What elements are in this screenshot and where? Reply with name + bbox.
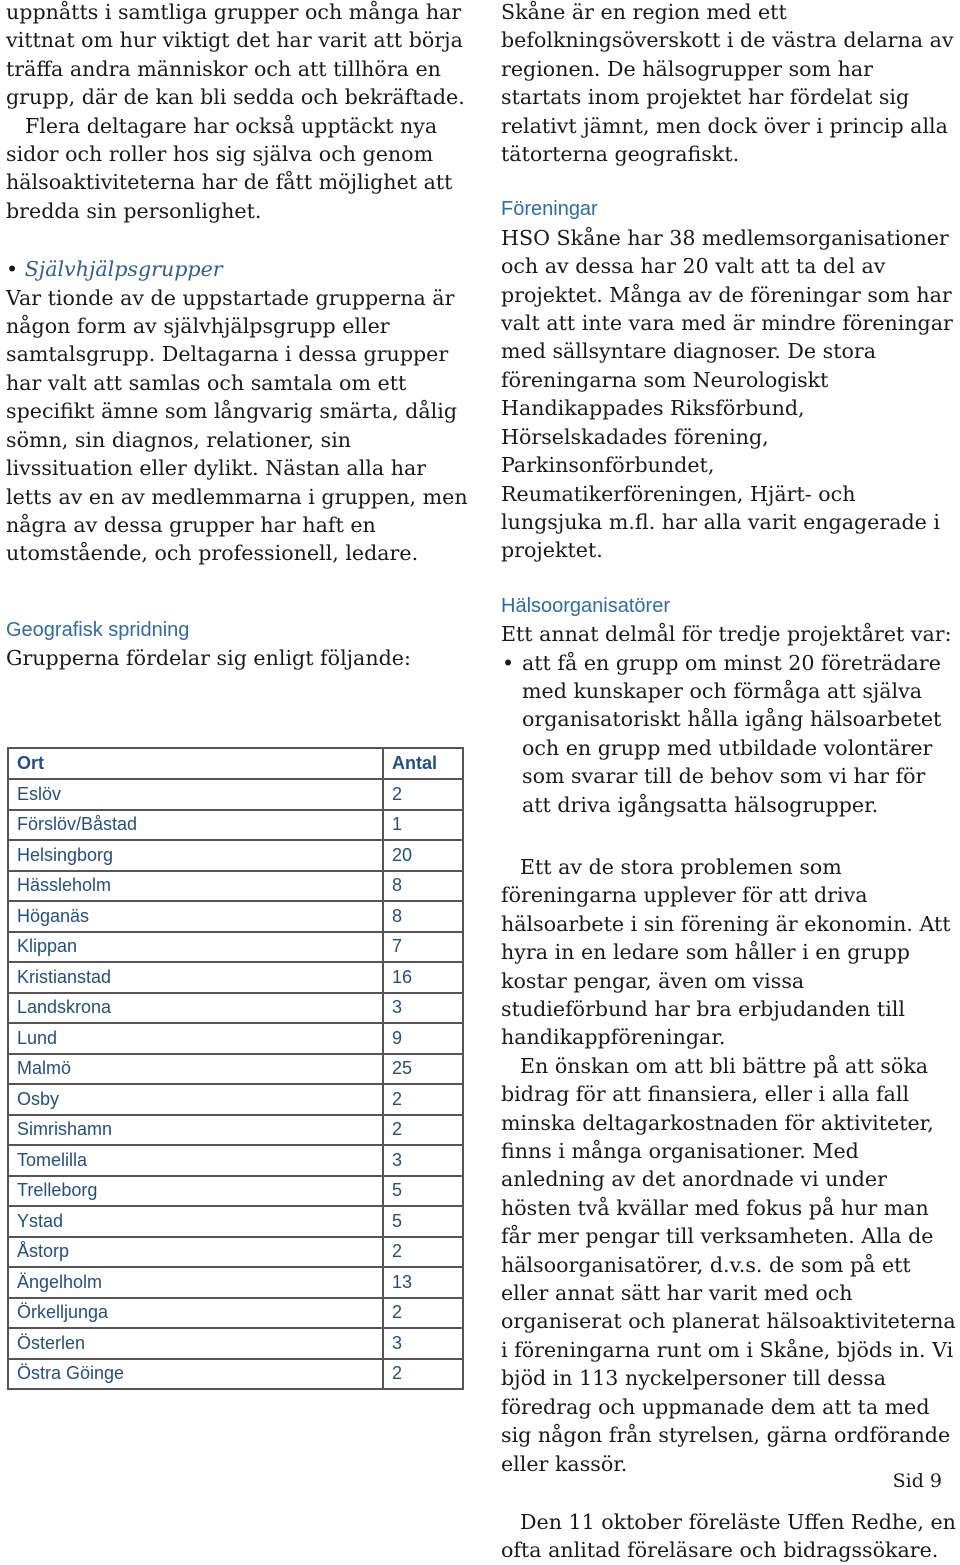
count-cell: 2	[383, 1298, 463, 1329]
count-cell: 3	[383, 1328, 463, 1359]
place-cell: Simrishamn	[8, 1115, 383, 1146]
heading-associations: Föreningar	[501, 198, 598, 221]
table-row	[8, 871, 463, 902]
count-cell: 2	[383, 1084, 463, 1115]
place-cell: Tomelilla	[8, 1145, 383, 1176]
count-cell: 5	[383, 1206, 463, 1237]
table-row	[8, 1176, 463, 1207]
heading-health-organizers: Hälsoorganisatörer	[501, 594, 670, 617]
table-row	[8, 810, 463, 841]
place-cell: Kristianstad	[8, 962, 383, 993]
place-cell: Hässleholm	[8, 871, 383, 902]
bullet-icon: •	[6, 257, 19, 282]
count-cell: 25	[383, 1054, 463, 1085]
paragraph-self-help: Var tionde av de uppstartade grupperna är någon form av självhjälpsgrupp eller samtalsgrupp. Deltagarna i dessa grupper har valt att samlas och samtala om ett specifikt ämne som långvarig smärta, dålig sömn, sin diagnos, relationer, sin livssituation eller dylikt. Nästan alla har letts av en av medlemmarna i gruppen, men några av dessa grupper har haft en utomstående, och professionell, ledare.	[6, 285, 468, 566]
count-cell: 20	[383, 840, 463, 871]
place-cell: Ängelholm	[8, 1267, 383, 1298]
table-row	[8, 1237, 463, 1268]
count-cell: 9	[383, 1023, 463, 1054]
groups-by-place-table	[7, 747, 464, 1390]
paragraph-intro: uppnåtts i samtliga grupper och många har vittnat om hur viktigt det har varit att börja träffa andra människor och att tillhöra en grupp, där de kan bli sedda och bekräftade.	[6, 0, 465, 110]
count-cell: 3	[383, 993, 463, 1024]
bullet-heading-self-help	[6, 255, 468, 283]
count-cell: 5	[383, 1176, 463, 1207]
table-row	[8, 1115, 463, 1146]
paragraph-region: Skåne är en region med ett befolkningsöverskott i de västra delarna av regionen. De hälsogrupper som har startats inom projektet har fördelat sig relativt jämnt, men dock över i princip alla tätorterna geografiskt.	[501, 0, 954, 167]
table-row	[8, 779, 463, 810]
paragraph-roles: Flera deltagare har också upptäckt nya sidor och roller hos sig själva och genom hälsoaktiviteterna har de fått möjlighet att bredda sin personlighet.	[6, 113, 453, 223]
paragraph-economy: Ett av de stora problemen som föreningarna upplever för att driva hälsoarbete i sin förening är ekonomin. Att hyra in en ledare som håller i en grupp kostar pengar, även om vissa studieförbund har bra erbjudanden till handikappföreningar.	[501, 854, 951, 1050]
table-row	[8, 1145, 463, 1176]
paragraph-funding: En önskan om att bli bättre på att söka bidrag för att finansiera, eller i alla fall minska deltagarkostnaden för aktiviteter, finns i många organisationer. Med anledning av det anordnade vi under hösten två kvällar med fokus på hur man får mer pengar till verksamheten. Alla de hälsoorganisatörer, d.v.s. de som på ett eller annat sätt har varit med och organiserat och planerat hälsoaktiviteterna i föreningarna runt om i Skåne, bjöds in. Vi bjöd in 113 nyckelpersoner till dessa föredrag och uppmanade dem att ta med sig någon från styrelsen, gärna ordförande eller kassör.	[501, 1053, 956, 1476]
place-cell: Trelleborg	[8, 1176, 383, 1207]
paragraph-associations: HSO Skåne har 38 medlemsorganisationer och av dessa har 20 valt att ta del av projektet. Många av de föreningar som har valt att inte vara med är mindre föreningar med sällsyntare diagnoser. De stora föreningarna som Neurologiskt Handikappades Riksförbund, Hörselskadades förening, Parkinsonförbundet, Reumatikerföreningen, Hjärt- och lungsjuka m.fl. har alla varit engagerade i projektet.	[501, 225, 953, 563]
table-row	[8, 1298, 463, 1329]
heading-geography: Geografisk spridning	[6, 618, 190, 641]
place-cell: Förslöv/Båstad	[8, 810, 383, 841]
place-cell: Eslöv	[8, 779, 383, 810]
table-row	[8, 932, 463, 963]
table-row	[8, 901, 463, 932]
table-row	[8, 1084, 463, 1115]
left-column	[6, 0, 468, 673]
column-header-count: Antal	[383, 748, 463, 779]
count-cell: 2	[383, 779, 463, 810]
place-cell: Landskrona	[8, 993, 383, 1024]
table-header-row	[8, 748, 463, 779]
place-cell: Örkelljunga	[8, 1298, 383, 1329]
count-cell: 16	[383, 962, 463, 993]
place-cell: Österlen	[8, 1328, 383, 1359]
table-row	[8, 1267, 463, 1298]
table-row	[8, 962, 463, 993]
paragraph-goal: Ett annat delmål för tredje projektåret var:	[501, 622, 952, 647]
place-cell: Åstorp	[8, 1237, 383, 1268]
place-cell: Ystad	[8, 1206, 383, 1237]
paragraph-geo-intro: Grupperna fördelar sig enligt följande:	[6, 646, 411, 671]
count-cell: 8	[383, 871, 463, 902]
goal-list	[501, 649, 957, 819]
place-cell: Malmö	[8, 1054, 383, 1085]
count-cell: 2	[383, 1115, 463, 1146]
right-column	[501, 0, 957, 1565]
count-cell: 13	[383, 1267, 463, 1298]
count-cell: 2	[383, 1359, 463, 1390]
count-cell: 7	[383, 932, 463, 963]
page-number: Sid 9	[892, 1470, 942, 1492]
place-cell: Höganäs	[8, 901, 383, 932]
table-row	[8, 1206, 463, 1237]
paragraph-lecture: Den 11 oktober föreläste Uffen Redhe, en ofta anlitad föreläsare och bidragssökare.	[501, 1509, 956, 1563]
table-row	[8, 840, 463, 871]
count-cell: 8	[383, 901, 463, 932]
list-item: • att få en grupp om minst 20 företrädare med kunskaper och förmåga att själva organisatoriskt hålla igång hälsoarbetet och en grupp med utbildade volontärer som svarar till de behov som vi har för att driva igångsatta hälsogrupper.	[501, 649, 957, 819]
place-cell: Östra Göinge	[8, 1359, 383, 1390]
place-cell: Osby	[8, 1084, 383, 1115]
place-cell: Lund	[8, 1023, 383, 1054]
self-help-heading: Självhjälpsgrupper	[24, 257, 223, 282]
count-cell: 1	[383, 810, 463, 841]
table-row	[8, 1328, 463, 1359]
table-row	[8, 1023, 463, 1054]
table-row	[8, 1054, 463, 1085]
table-row	[8, 1359, 463, 1390]
count-cell: 3	[383, 1145, 463, 1176]
count-cell: 2	[383, 1237, 463, 1268]
place-cell: Helsingborg	[8, 840, 383, 871]
table-row	[8, 993, 463, 1024]
column-header-place: Ort	[8, 748, 383, 779]
place-cell: Klippan	[8, 932, 383, 963]
